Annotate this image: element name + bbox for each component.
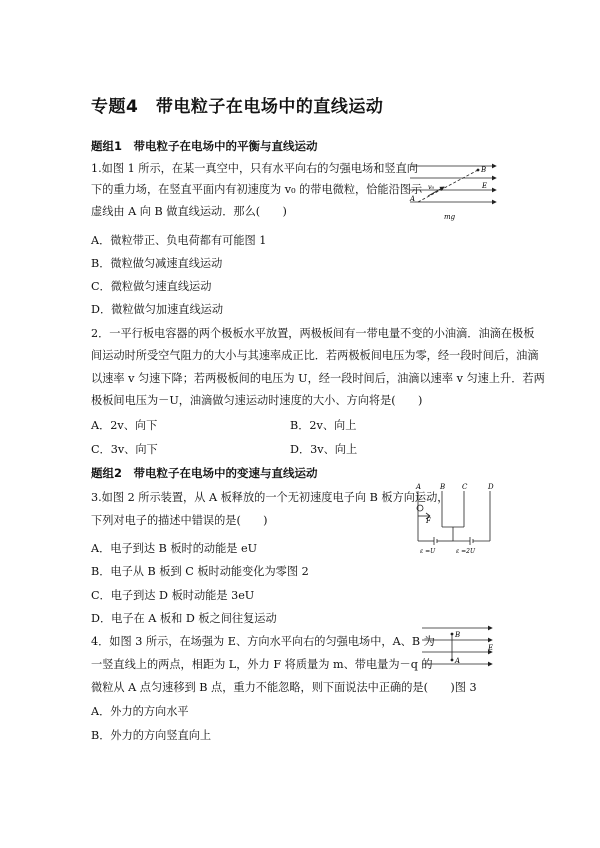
q1-option-d: D．微粒做匀加速直线运动	[91, 303, 224, 316]
q1-figure	[408, 158, 508, 224]
q3-fig-label-a: A	[416, 483, 422, 491]
q1-line-2: 下的重力场，在竖直平面内有初速度为 v₀ 的带电微粒，恰能沿图示	[91, 183, 423, 196]
q1-option-c: C．微粒做匀速直线运动	[91, 280, 212, 293]
q4-fig-label-b: B	[455, 631, 461, 639]
q4-fig-label-e: E	[488, 644, 494, 652]
q1-option-a: A．微粒带正、负电荷都有可能图 1	[91, 234, 267, 247]
q3-figure	[412, 481, 504, 557]
q4-option-a: A．外力的方向水平	[91, 705, 189, 718]
q4-figure	[420, 624, 502, 670]
q3-option-c: C．电子到达 D 板时动能是 3eU	[91, 589, 255, 602]
q2-option-b: B．2v、向上	[290, 419, 357, 432]
q4-option-b: B．外力的方向竖直向上	[91, 729, 212, 742]
q2-line-3: 以速率 v 匀速下降；若两极板间的电压为 U，经一段时间后，油滴以速率 v 匀速上升．若两	[91, 372, 545, 385]
group2-heading: 题组2 带电粒子在电场中的变速与直线运动	[91, 466, 318, 480]
q4-line-3: 微粒从 A 点匀速移到 B 点，重力不能忽略，则下面说法中正确的是( )图 3	[91, 681, 477, 694]
q3-fig-label-c: C	[462, 483, 468, 491]
q1-line-3: 虚线由 A 向 B 做直线运动．那么( )	[91, 205, 287, 218]
q3-fig-label-b: B	[440, 483, 446, 491]
q2-line-2: 间运动时所受空气阻力的大小与其速率成正比．若两极板间电压为零，经一段时间后，油滴	[91, 349, 539, 362]
q3-fig-label-d: D	[488, 483, 494, 491]
q4-fig-label-a: A	[455, 657, 461, 665]
q1-option-b: B．微粒做匀减速直线运动	[91, 257, 223, 270]
q3-fig-label-emf2: ε =2U	[456, 548, 476, 555]
q3-option-d: D．电子在 A 板和 D 板之间往复运动	[91, 612, 277, 625]
q1-fig-label-mg: mg	[444, 213, 456, 221]
q2-option-d: D．3v、向上	[290, 443, 358, 456]
q2-line-4: 极板间电压为－U，油滴做匀速运动时速度的大小、方向将是( )	[91, 394, 423, 407]
page-title: 专题4 带电粒子在电场中的直线运动	[91, 97, 384, 117]
group1-heading: 题组1 带电粒子在电场中的平衡与直线运动	[91, 139, 318, 153]
q4-line-1: 4．如图 3 所示，在场强为 E、方向水平向右的匀强电场中，A、B 为	[91, 635, 435, 648]
q1-fig-label-v0: v₀	[428, 183, 435, 191]
q3-option-b: B．电子从 B 板到 C 板时动能变化为零图 2	[91, 565, 309, 578]
q2-option-c: C．3v、向下	[91, 443, 158, 456]
q2-option-a: A．2v、向下	[91, 419, 158, 432]
q3-fig-label-f: F	[426, 517, 431, 525]
q2-line-1: 2．一平行板电容器的两个极板水平放置，两极板间有一带电量不变的小油滴．油滴在极板	[91, 327, 535, 340]
q4-line-2: 一竖直线上的两点，相距为 L，外力 F 将质量为 m、带电量为－q 的	[91, 658, 433, 671]
q3-line-1: 3.如图 2 所示装置，从 A 板释放的一个无初速度电子向 B 板方向运动，	[91, 491, 449, 504]
q3-option-a: A．电子到达 B 板时的动能是 eU	[91, 542, 258, 555]
q1-fig-label-b: B	[481, 166, 487, 174]
q3-line-2: 下列对电子的描述中错误的是( )	[91, 514, 268, 527]
q3-fig-label-emf1: ε =U	[420, 548, 436, 555]
q1-line-1: 1.如图 1 所示，在某一真空中，只有水平向右的匀强电场和竖直向	[91, 162, 418, 175]
q1-fig-label-a: A	[410, 195, 416, 203]
q1-fig-label-e: E	[482, 182, 488, 190]
